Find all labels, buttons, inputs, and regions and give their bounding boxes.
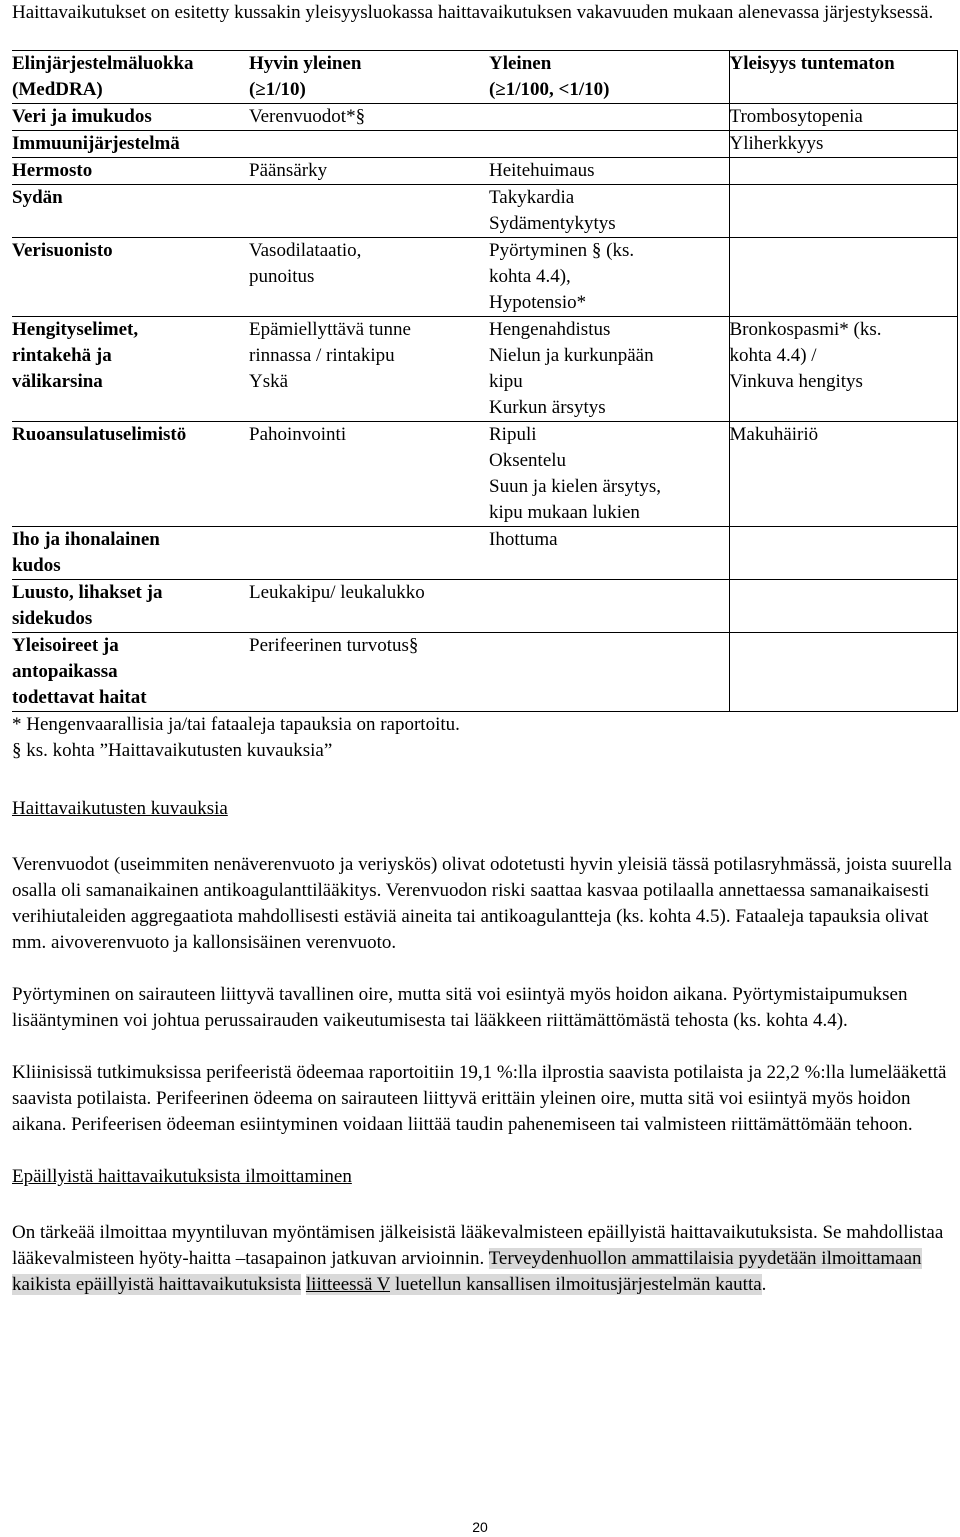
common-cell-line: Ihottuma xyxy=(489,529,558,550)
very-common-cell-line: Päänsärky xyxy=(249,160,328,181)
very-common-cell-line: Epämiellyttävä tunne xyxy=(249,319,411,340)
organ-class-cell-line: Sydän xyxy=(12,187,63,208)
common-cell xyxy=(489,131,729,158)
very-common-cell-line: Vasodilataatio, xyxy=(249,240,362,261)
table-row xyxy=(12,158,957,185)
organ-class-cell-line: Iho ja ihonalainen xyxy=(12,529,160,550)
common-cell xyxy=(489,104,729,131)
very-common-cell xyxy=(249,422,489,527)
unknown-cell-line: Yliherkkyys xyxy=(729,133,824,154)
organ-class-cell xyxy=(12,238,249,317)
table-row xyxy=(12,633,957,712)
common-cell-line: Heitehuimaus xyxy=(489,160,595,181)
unknown-cell-line: Vinkuva hengitys xyxy=(729,371,863,392)
organ-class-cell-line: sidekudos xyxy=(12,608,93,629)
organ-class-cell-line: rintakehä ja xyxy=(12,345,112,366)
reporting-highlight-text-end: luetellun kansallisen ilmoitusjärjestelmän kautta xyxy=(390,1274,762,1295)
very-common-cell-line: rinnassa / rintakipu xyxy=(249,345,395,366)
table-row xyxy=(12,422,957,527)
organ-class-cell xyxy=(12,104,249,131)
header-organ-class-line: Elinjärjestelmäluokka xyxy=(12,53,194,74)
organ-class-cell xyxy=(12,633,249,712)
very-common-cell xyxy=(249,131,489,158)
header-unknown-line: Yleisyys tuntematon xyxy=(729,53,895,74)
header-unknown xyxy=(729,51,957,104)
table-row xyxy=(12,527,957,580)
common-cell-line: Kurkun ärsytys xyxy=(489,397,606,418)
header-common xyxy=(489,51,729,104)
table-row xyxy=(12,317,957,422)
header-very-common-line: (≥1/10) xyxy=(249,79,306,100)
section-heading-reporting: Epäillyistä haittavaikutuksista ilmoittaminen xyxy=(12,1166,352,1187)
header-organ-class-line: (MedDRA) xyxy=(12,79,103,100)
unknown-cell xyxy=(729,104,957,131)
table-row xyxy=(12,104,957,131)
organ-class-cell xyxy=(12,422,249,527)
organ-class-cell-line: antopaikassa xyxy=(12,661,118,682)
header-organ-class xyxy=(12,51,249,104)
common-cell-line: Suun ja kielen ärsytys, xyxy=(489,476,662,497)
very-common-cell xyxy=(249,633,489,712)
common-cell xyxy=(489,527,729,580)
reporting-period: . xyxy=(761,1274,767,1295)
common-cell xyxy=(489,633,729,712)
unknown-cell xyxy=(729,158,957,185)
table-footnotes xyxy=(12,712,952,764)
very-common-cell xyxy=(249,317,489,422)
organ-class-cell-line: Luusto, lihakset ja xyxy=(12,582,163,603)
unknown-cell-line: Trombosytopenia xyxy=(729,106,863,127)
unknown-cell xyxy=(729,580,957,633)
footnote-asterisk: * Hengenvaarallisia ja/tai fataaleja tapauksia on raportoitu. xyxy=(12,714,460,735)
paragraph-reporting xyxy=(12,1220,952,1298)
unknown-cell xyxy=(729,633,957,712)
unknown-cell xyxy=(729,527,957,580)
table-row xyxy=(12,580,957,633)
common-cell-line: kipu xyxy=(489,371,523,392)
organ-class-cell-line: Hengityselimet, xyxy=(12,319,139,340)
very-common-cell xyxy=(249,185,489,238)
paragraph-syncope: Pyörtyminen on sairauteen liittyvä tavallinen oire, mutta sitä voi esiintyä myös hoidon aikana. Pyörtymistaipumuksen lisääntyminen voi johtua perussairauden vaikeutumisesta tai lääkkeen riittämättömästä tehosta (ks. kohta 4.4). xyxy=(12,984,908,1031)
very-common-cell-line: Leukakipu/ leukalukko xyxy=(249,582,425,603)
organ-class-cell xyxy=(12,158,249,185)
unknown-cell xyxy=(729,317,957,422)
organ-class-cell-line: Hermosto xyxy=(12,160,93,181)
common-cell-line: Takykardia xyxy=(489,187,575,208)
header-common-line: Yleinen xyxy=(489,53,552,74)
very-common-cell-line: punoitus xyxy=(249,266,315,287)
unknown-cell xyxy=(729,185,957,238)
unknown-cell-line: Makuhäiriö xyxy=(729,424,819,445)
organ-class-cell-line: Verisuonisto xyxy=(12,240,113,261)
very-common-cell-line: Yskä xyxy=(249,371,289,392)
very-common-cell-line: Pahoinvointi xyxy=(249,424,347,445)
common-cell xyxy=(489,422,729,527)
common-cell-line: Nielun ja kurkunpään xyxy=(489,345,654,366)
intro-paragraph: Haittavaikutukset on esitetty kussakin yleisyysluokassa haittavaikutuksen vakavuuden mukaan alenevassa järjestyksessä. xyxy=(12,2,934,23)
page-number: 20 xyxy=(472,1519,488,1535)
table-row xyxy=(12,185,957,238)
common-cell-line: Hypotensio* xyxy=(489,292,587,313)
table-row xyxy=(12,131,957,158)
very-common-cell xyxy=(249,238,489,317)
organ-class-cell xyxy=(12,317,249,422)
header-very-common xyxy=(249,51,489,104)
paragraph-edema: Kliinisissä tutkimuksissa perifeeristä ödeemaa raportoitiin 19,1 %:lla ilprostia saavista potilaista ja 22,2 %:lla lumelääkettä saavista potilaista. Perifeerinen ödeema on sairauteen liittyvä erittäin yleinen oire, mutta sitä voi esiintyä myös hoidon aikana. Perifeerisen ödeeman esiintyminen voidaan liittää taudin pahenemiseen tai valmisteen riittämättömään tehoon. xyxy=(12,1062,947,1135)
unknown-cell-line: kohta 4.4) / xyxy=(729,345,817,366)
organ-class-cell-line: Veri ja imukudos xyxy=(12,106,152,127)
organ-class-cell-line: Yleisoireet ja xyxy=(12,635,119,656)
table-row xyxy=(12,238,957,317)
organ-class-cell xyxy=(12,580,249,633)
common-cell-line: Pyörtyminen § (ks. xyxy=(489,240,635,261)
organ-class-cell-line: välikarsina xyxy=(12,371,103,392)
paragraph-bleeding: Verenvuodot (useimmiten nenäverenvuoto ja veriyskös) olivat odotetusti hyvin yleisiä tässä potilasryhmässä, joista suurella osalla oli samanaikainen antikoagulanttilääkitys. Verenvuodon riski saattaa kasvaa potilaalla annettaessa samanaikaisesti verihiutaleiden aggregaatiota mahdollisesti estäviä aineita tai antikoagulantteja (ks. kohta 4.5). Fataaleja tapauksia olivat mm. aivoverenvuoto ja kallonsisäinen verenvuoto. xyxy=(12,854,952,953)
adverse-effects-table xyxy=(12,50,958,712)
table-header-row xyxy=(12,51,957,104)
unknown-cell-line: Bronkospasmi* (ks. xyxy=(729,319,882,340)
unknown-cell xyxy=(729,131,957,158)
header-very-common-line: Hyvin yleinen xyxy=(249,53,362,74)
organ-class-cell xyxy=(12,185,249,238)
common-cell-line: Oksentelu xyxy=(489,450,567,471)
very-common-cell xyxy=(249,527,489,580)
reporting-text: On tärkeää ilmoittaa myyntiluvan myöntämisen jälkeisistä lääkevalmisteen epäillyistä haittavaikutuksista. Se mahdollistaa lääkevalmisteen hyöty-haitta –tasapainon jatkuvan arvioinnin. xyxy=(12,1222,944,1269)
very-common-cell xyxy=(249,158,489,185)
common-cell-line: Hengenahdistus xyxy=(489,319,611,340)
organ-class-cell-line: Immuunijärjestelmä xyxy=(12,133,180,154)
common-cell-line: Ripuli xyxy=(489,424,537,445)
very-common-cell-line: Verenvuodot*§ xyxy=(249,106,366,127)
very-common-cell xyxy=(249,104,489,131)
very-common-cell xyxy=(249,580,489,633)
organ-class-cell-line: todettavat haitat xyxy=(12,687,147,708)
footnote-section: § ks. kohta ”Haittavaikutusten kuvauksia” xyxy=(12,740,333,761)
organ-class-cell xyxy=(12,527,249,580)
common-cell-line: Sydämentykytys xyxy=(489,213,616,234)
common-cell xyxy=(489,238,729,317)
organ-class-cell xyxy=(12,131,249,158)
common-cell xyxy=(489,580,729,633)
common-cell-line: kipu mukaan lukien xyxy=(489,502,640,523)
document-page xyxy=(12,0,952,1298)
organ-class-cell-line: Ruoansulatuselimistö xyxy=(12,424,187,445)
common-cell xyxy=(489,185,729,238)
organ-class-cell-line: kudos xyxy=(12,555,61,576)
common-cell-line: kohta 4.4), xyxy=(489,266,571,287)
annex-v-link[interactable]: liitteessä V xyxy=(305,1274,391,1295)
header-common-line: (≥1/100, <1/10) xyxy=(489,79,610,100)
common-cell xyxy=(489,317,729,422)
reporting-highlight-text: Terveydenhuollon ammattilaisia pyydetään ilmoittamaan kaikista epäillyistä haittavaikutuksista xyxy=(12,1248,922,1295)
unknown-cell xyxy=(729,238,957,317)
unknown-cell xyxy=(729,422,957,527)
very-common-cell-line: Perifeerinen turvotus§ xyxy=(249,635,419,656)
section-heading-descriptions: Haittavaikutusten kuvauksia xyxy=(12,798,228,819)
common-cell xyxy=(489,158,729,185)
